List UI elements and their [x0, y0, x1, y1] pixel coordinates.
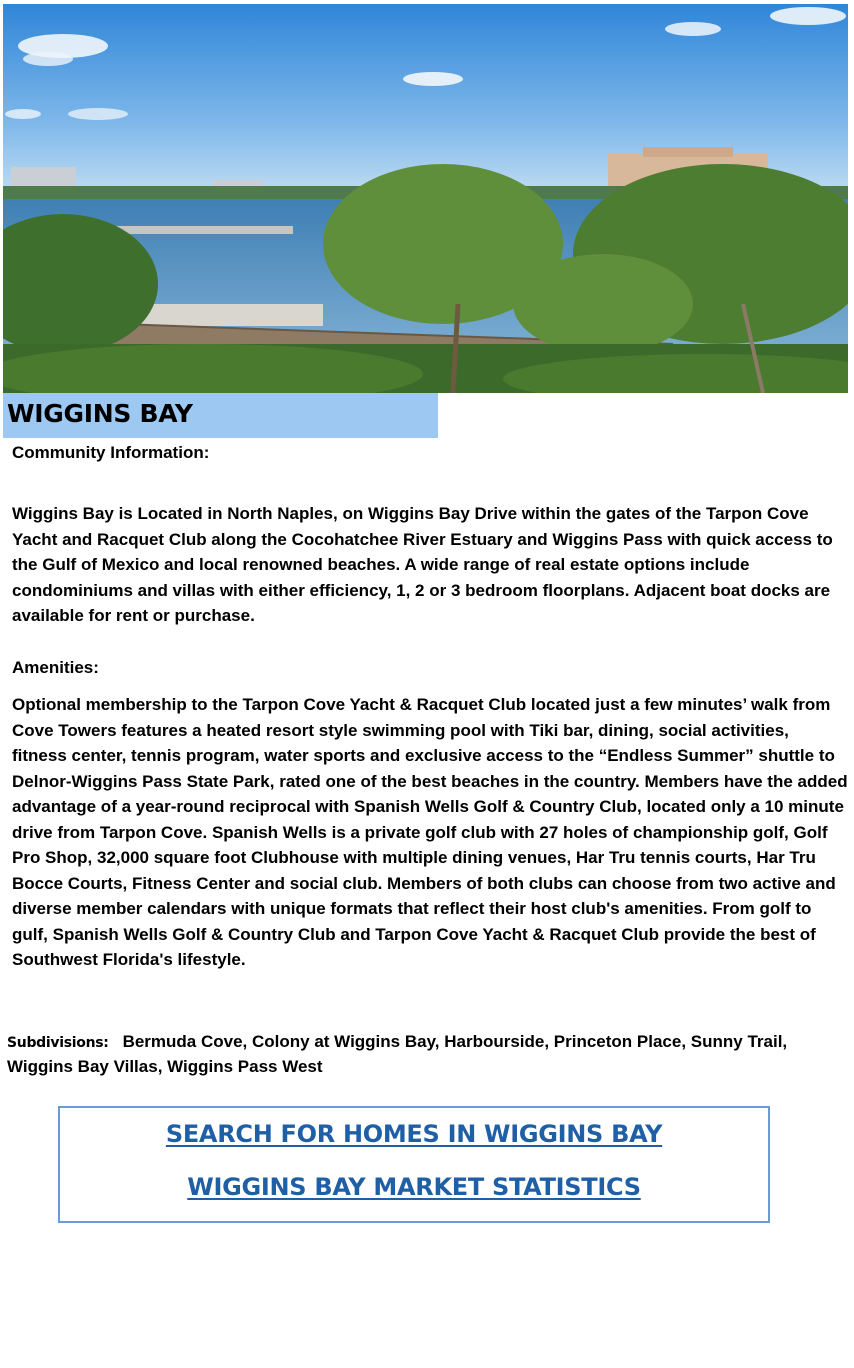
amenities-description: Optional membership to the Tarpon Cove Yacht & Racquet Club located just a few minutes’ walk from Cove Towers features a heated resort style swimming pool with Tiki bar, dining, social activities, fitness center, tennis program, water sports and exclusive access to the “Endless Summer” shuttle to Delnor-Wiggins Pass State Park, rated one of the best beaches in the country. Members have the added advantage of a year-round reciprocal with Spanish Wells Golf & Country Club, located only a 10 minute drive from Tarpon Cove. Spanish Wells is a private golf club with 27 holes of championship golf, Golf Pro Shop, 32,000 square foot Clubhouse with multiple dining venues, Har Tru tennis courts, Har Tru Bocce Courts, Fitness Center and social club. Members of both clubs can choose from two active and diverse member calendars with unique formats that reflect their host club's amenities. From golf to gulf, Spanish Wells Golf & Country Club and Tarpon Cove Yacht & Racquet Club provide the best of Southwest Florida's lifestyle.: [12, 695, 848, 969]
page-title: WIGGINS BAY: [7, 399, 193, 428]
hero-photo: [3, 4, 848, 393]
subdivisions-label: Subdivisions:: [7, 1035, 109, 1051]
links-box: [58, 1106, 770, 1223]
community-description: Wiggins Bay is Located in North Naples, on Wiggins Bay Drive within the gates of the Tarpon Cove Yacht and Racquet Club along the Cocohatchee River Estuary and Wiggins Pass with quick access to the Gulf of Mexico and local renowned beaches. A wide range of real estate options include condominiums and villas with either efficiency, 1, 2 or 3 bedroom floorplans. Adjacent boat docks are available for rent or purchase.: [12, 504, 833, 625]
subdivisions-list: Bermuda Cove, Colony at Wiggins Bay, Harbourside, Princeton Place, Sunny Trail, Wiggins Bay Villas, Wiggins Pass West: [7, 1032, 788, 1076]
amenities-label: Amenities:: [12, 658, 99, 677]
search-homes-link[interactable]: SEARCH FOR HOMES IN WIGGINS BAY: [165, 1120, 663, 1148]
community-label: Community Information:: [12, 443, 210, 462]
waterfront-photo-icon: [3, 4, 848, 393]
market-statistics-link[interactable]: WIGGINS BAY MARKET STATISTICS: [187, 1173, 641, 1201]
title-bar: [3, 393, 438, 438]
subdivisions-section: [7, 1030, 797, 1079]
